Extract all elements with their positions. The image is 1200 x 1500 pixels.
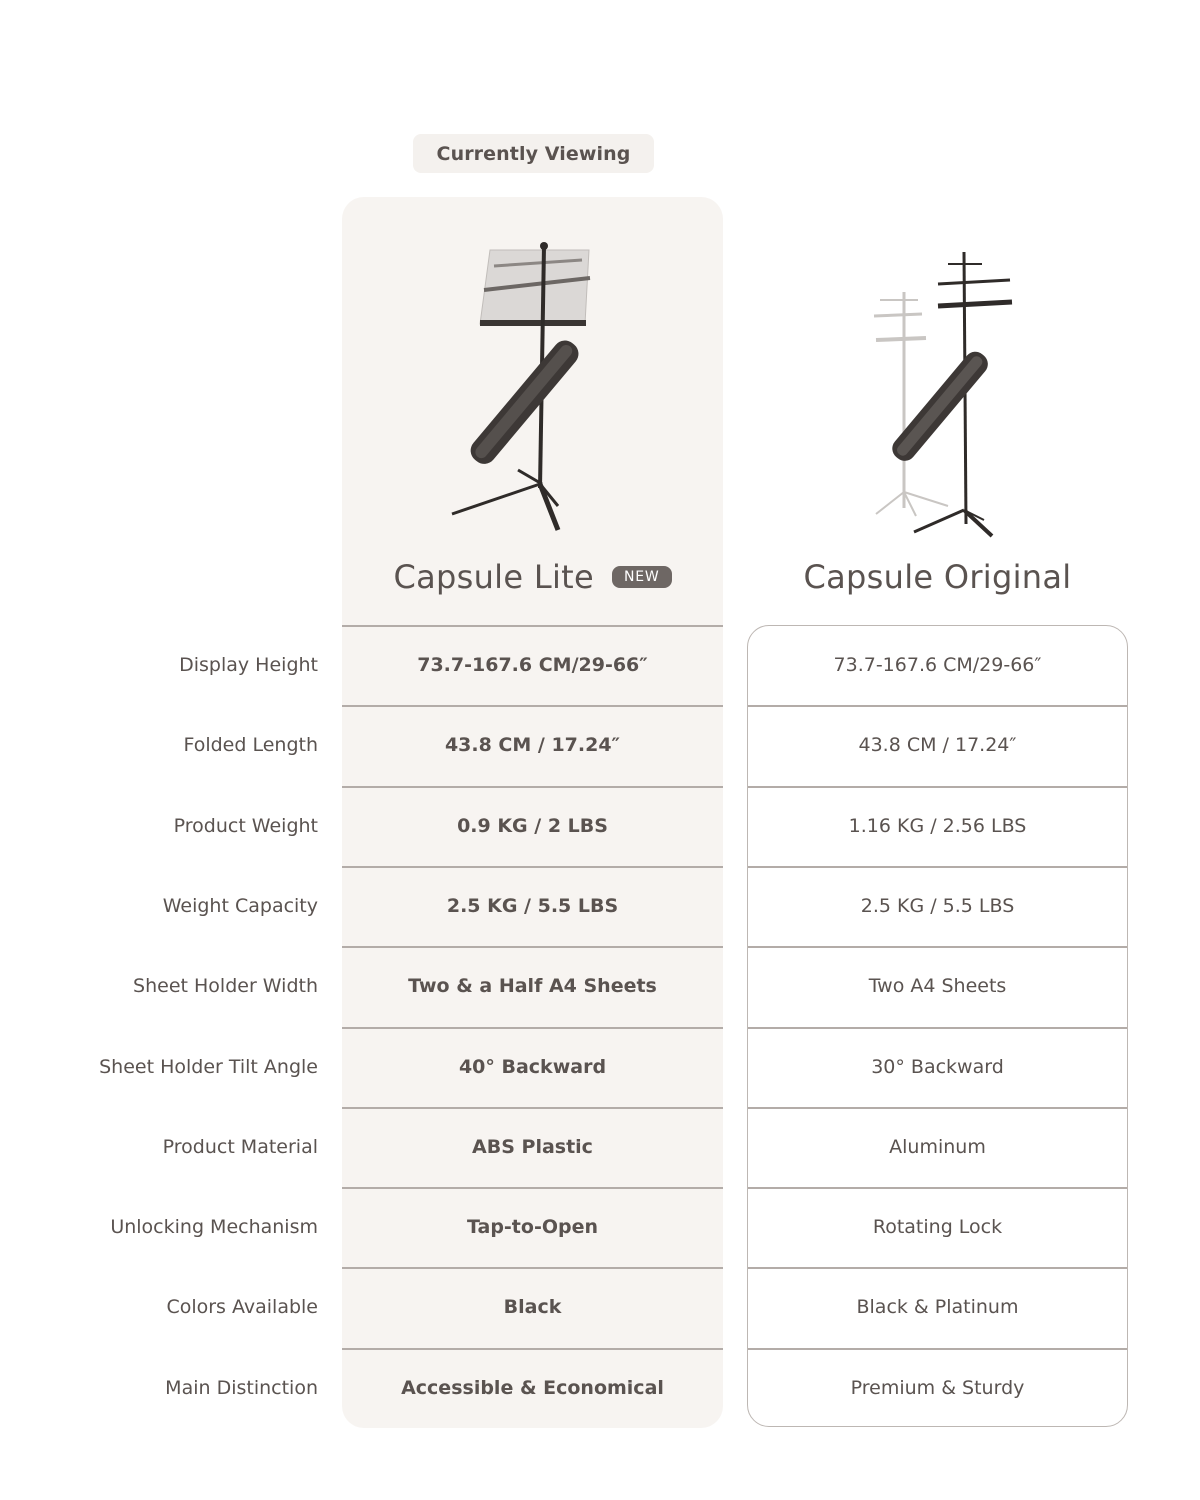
spec-value-capsule-original: 43.8 CM / 17.24″ bbox=[858, 734, 1017, 756]
row-divider bbox=[342, 625, 723, 627]
spec-value-capsule-lite: 43.8 CM / 17.24″ bbox=[444, 734, 621, 756]
row-divider bbox=[748, 866, 1127, 868]
row-divider bbox=[342, 1267, 723, 1269]
spec-value-capsule-lite: 40° Backward bbox=[458, 1056, 607, 1078]
spec-value-capsule-lite: Accessible & Economical bbox=[401, 1377, 664, 1399]
row-divider bbox=[748, 1267, 1127, 1269]
spec-value-capsule-original: 30° Backward bbox=[871, 1056, 1004, 1078]
spec-value-capsule-original: Premium & Sturdy bbox=[850, 1377, 1025, 1399]
spec-value-capsule-original: Two A4 Sheets bbox=[868, 975, 1007, 997]
spec-value-capsule-lite: ABS Plastic bbox=[472, 1136, 593, 1158]
spec-value-capsule-original: 73.7-167.6 CM/29-66″ bbox=[833, 654, 1042, 676]
spec-value-capsule-lite: 2.5 KG / 5.5 LBS bbox=[446, 895, 619, 917]
spec-value-capsule-lite: Black bbox=[503, 1296, 562, 1318]
product-name-capsule-original bbox=[747, 553, 1128, 601]
music-stand-folded-icon bbox=[432, 238, 632, 538]
row-divider bbox=[748, 1348, 1127, 1350]
spec-label: Display Height bbox=[179, 654, 318, 676]
spec-value-capsule-original: Aluminum bbox=[889, 1136, 986, 1158]
music-stand-platinum-black-icon bbox=[852, 244, 1022, 544]
row-divider bbox=[748, 705, 1127, 707]
row-divider bbox=[342, 1187, 723, 1189]
spec-label: Folded Length bbox=[183, 734, 318, 756]
product-name-label: Capsule Original bbox=[803, 558, 1072, 596]
spec-label: Colors Available bbox=[166, 1296, 318, 1318]
row-divider bbox=[342, 946, 723, 948]
spec-label: Main Distinction bbox=[165, 1377, 318, 1399]
product-name-capsule-lite bbox=[342, 553, 723, 601]
product-name-label: Capsule Lite bbox=[393, 558, 594, 596]
spec-label: Product Weight bbox=[173, 815, 318, 837]
spec-value-capsule-original: Rotating Lock bbox=[872, 1216, 1003, 1238]
row-divider bbox=[342, 1027, 723, 1029]
spec-value-capsule-lite: Tap-to-Open bbox=[466, 1216, 598, 1238]
spec-value-capsule-lite: Two & a Half A4 Sheets bbox=[408, 975, 657, 997]
spec-label: Weight Capacity bbox=[162, 895, 318, 917]
row-divider bbox=[342, 786, 723, 788]
row-divider bbox=[748, 786, 1127, 788]
row-divider bbox=[748, 1187, 1127, 1189]
row-divider bbox=[342, 1348, 723, 1350]
spec-label: Product Material bbox=[162, 1136, 318, 1158]
row-divider bbox=[342, 866, 723, 868]
spec-label: Unlocking Mechanism bbox=[110, 1216, 318, 1238]
currently-viewing-badge: Currently Viewing bbox=[413, 134, 654, 173]
row-divider bbox=[748, 1107, 1127, 1109]
row-divider bbox=[342, 705, 723, 707]
spec-value-capsule-lite: 0.9 KG / 2 LBS bbox=[457, 815, 608, 837]
spec-value-capsule-original: 1.16 KG / 2.56 LBS bbox=[848, 815, 1027, 837]
row-divider bbox=[748, 1027, 1127, 1029]
spec-value-capsule-original: Black & Platinum bbox=[856, 1296, 1019, 1318]
spec-label: Sheet Holder Width bbox=[133, 975, 318, 997]
spec-label: Sheet Holder Tilt Angle bbox=[99, 1056, 318, 1078]
new-badge: NEW bbox=[612, 566, 672, 588]
row-divider bbox=[342, 1107, 723, 1109]
row-divider bbox=[748, 946, 1127, 948]
spec-value-capsule-original: 2.5 KG / 5.5 LBS bbox=[860, 895, 1015, 917]
spec-value-capsule-lite: 73.7-167.6 CM/29-66″ bbox=[417, 654, 648, 676]
